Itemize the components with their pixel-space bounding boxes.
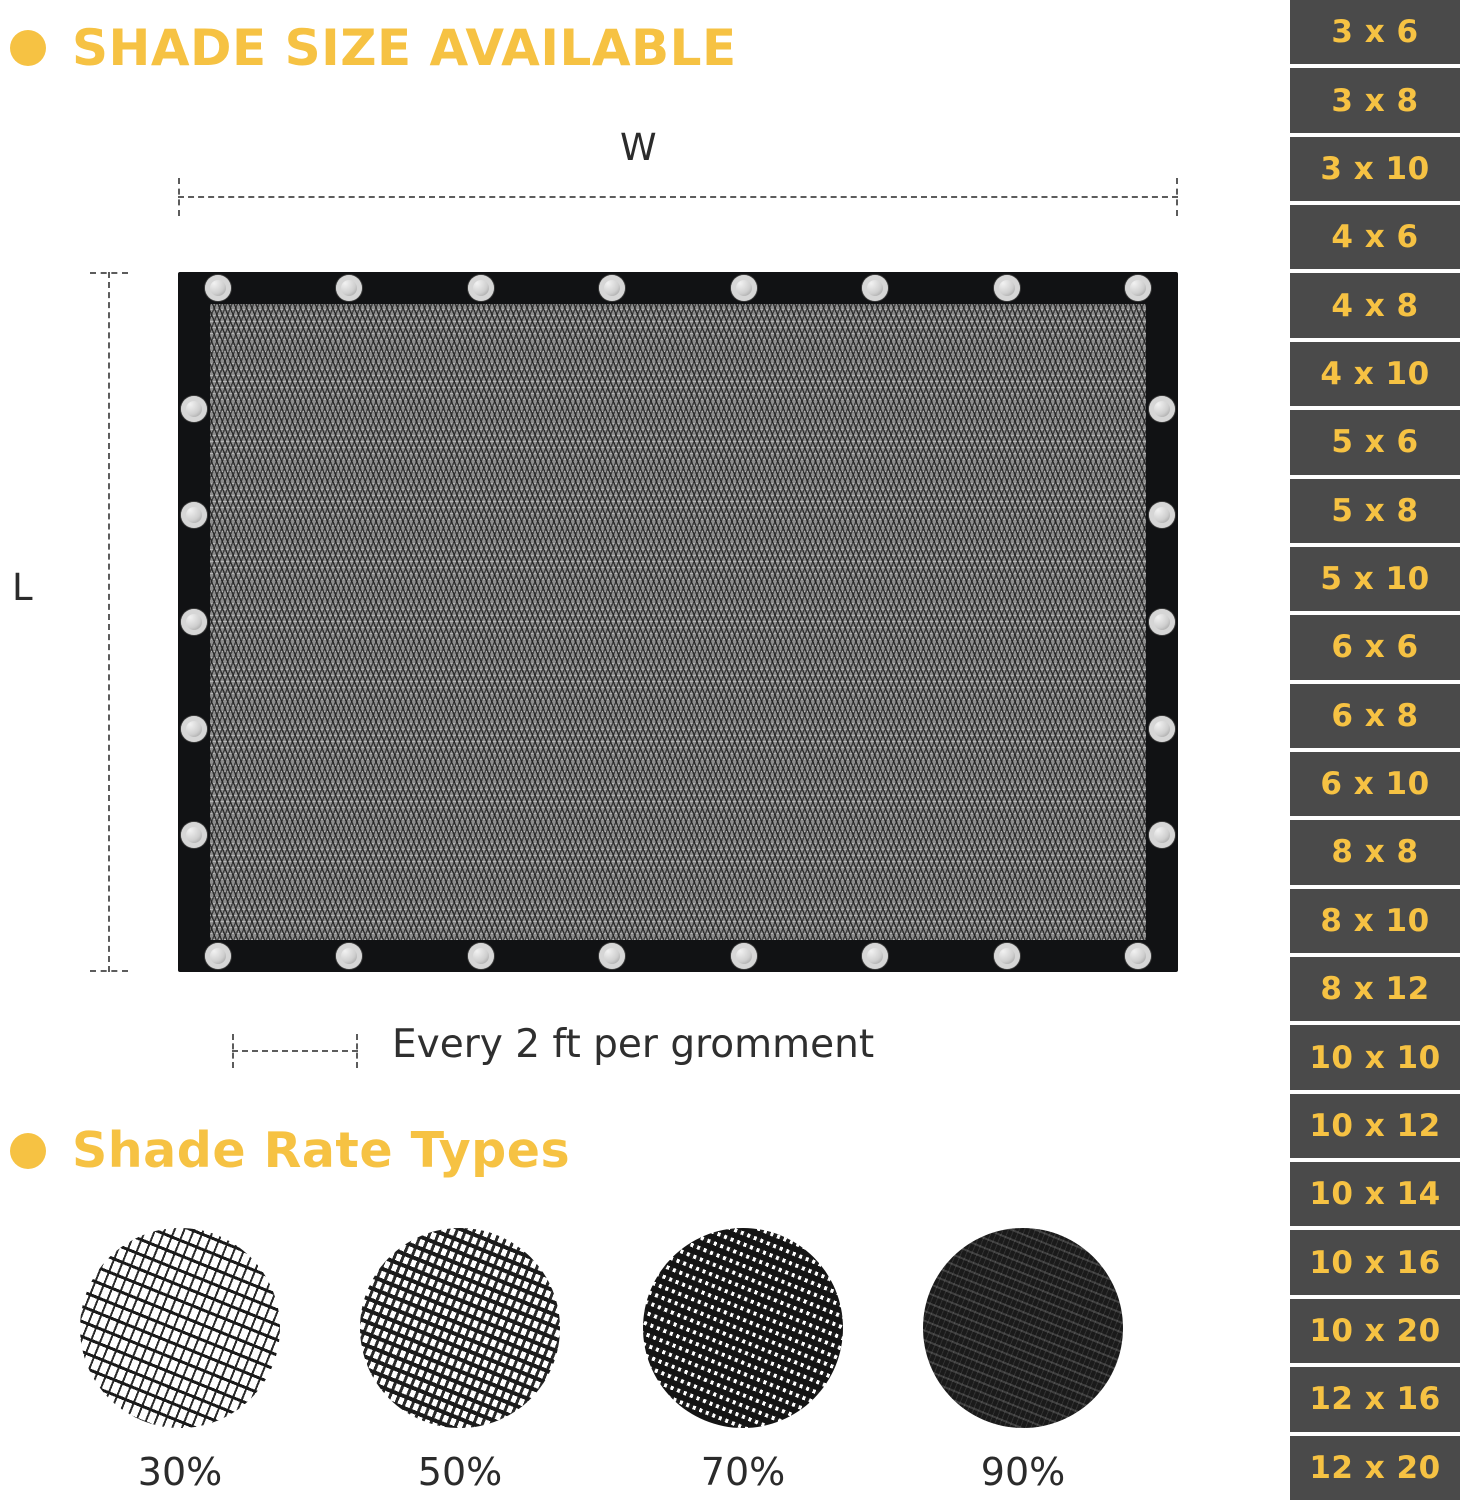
grommet-ring-icon [1125,275,1151,301]
length-dimension-cap-bottom [90,970,128,972]
size-chip[interactable]: 5 x 10 [1290,547,1460,611]
size-chip[interactable]: 10 x 12 [1290,1094,1460,1158]
grommet-ring-icon [468,275,494,301]
grommet-ring-icon [1149,716,1175,742]
shade-rate-label: 30% [137,1450,223,1494]
mesh-swatch-50 [360,1228,560,1428]
bullet-dot-icon [10,1133,46,1169]
grommet-ring-icon [1149,396,1175,422]
width-dimension-cap-left [178,178,180,216]
section-heading-shade-size [10,19,737,77]
grommet-ring-icon [181,609,207,635]
shade-rate-swatch [643,1228,843,1494]
grommet-spacing-text: Every 2 ft per gromment [392,1022,875,1067]
grommet-ring-icon [181,716,207,742]
grommet-spacing-line [232,1050,358,1054]
mesh-swatch-30 [80,1228,280,1428]
size-chip[interactable]: 3 x 8 [1290,68,1460,132]
size-chip[interactable]: 6 x 8 [1290,684,1460,748]
size-chip[interactable]: 8 x 12 [1290,957,1460,1021]
width-dimension-line [178,196,1178,200]
shade-rate-swatch [360,1228,560,1494]
size-chip[interactable]: 8 x 8 [1290,820,1460,884]
width-dimension-cap-right [1176,178,1178,216]
grommet-spacing-cap-left [232,1034,234,1068]
size-chip[interactable]: 10 x 10 [1290,1025,1460,1089]
size-chip[interactable]: 3 x 10 [1290,137,1460,201]
grommet-ring-icon [1149,609,1175,635]
bullet-dot-icon [10,30,46,66]
shade-rate-label: 70% [700,1450,786,1494]
section-title-shade-size: SHADE SIZE AVAILABLE [72,19,737,77]
size-chip[interactable]: 4 x 8 [1290,273,1460,337]
grommet-spacing-cap-right [356,1034,358,1068]
tarp-mesh-fabric [210,304,1146,940]
mesh-swatch-70 [643,1228,843,1428]
length-dimension-line [108,272,112,972]
section-heading-shade-rate [10,1122,571,1179]
size-chip[interactable]: 6 x 10 [1290,752,1460,816]
size-chip[interactable]: 4 x 6 [1290,205,1460,269]
grommet-ring-icon [468,943,494,969]
shade-rate-label: 90% [980,1450,1066,1494]
size-chip[interactable]: 6 x 6 [1290,615,1460,679]
section-title-shade-rate: Shade Rate Types [72,1122,571,1179]
shade-rate-swatch-row [60,1228,1140,1498]
grommet-ring-icon [181,396,207,422]
size-chip[interactable]: 5 x 6 [1290,410,1460,474]
grommet-ring-icon [205,275,231,301]
size-chip[interactable]: 10 x 16 [1290,1230,1460,1294]
grommet-ring-icon [862,943,888,969]
grommet-ring-icon [862,275,888,301]
grommet-ring-icon [205,943,231,969]
size-chip[interactable]: 10 x 14 [1290,1162,1460,1226]
size-chip[interactable]: 12 x 16 [1290,1367,1460,1431]
size-chip[interactable]: 12 x 20 [1290,1436,1460,1500]
size-chip[interactable]: 5 x 8 [1290,479,1460,543]
shade-rate-swatch [80,1228,280,1494]
shade-rate-label: 50% [417,1450,503,1494]
width-dimension-label: W [620,126,657,169]
grommet-ring-icon [994,943,1020,969]
length-dimension-label: L [12,566,33,609]
grommet-spacing-note [232,1022,992,1082]
size-chip[interactable]: 4 x 10 [1290,342,1460,406]
length-dimension-cap-top [90,272,128,274]
grommet-ring-icon [731,943,757,969]
available-size-list [1290,0,1460,1500]
size-chip[interactable]: 3 x 6 [1290,0,1460,64]
grommet-ring-icon [994,275,1020,301]
size-chip[interactable]: 8 x 10 [1290,889,1460,953]
shade-rate-swatch [923,1228,1123,1494]
grommet-ring-icon [1125,943,1151,969]
grommet-ring-icon [731,275,757,301]
size-chip[interactable]: 10 x 20 [1290,1299,1460,1363]
mesh-swatch-90 [923,1228,1123,1428]
shade-cloth-diagram [178,272,1178,972]
